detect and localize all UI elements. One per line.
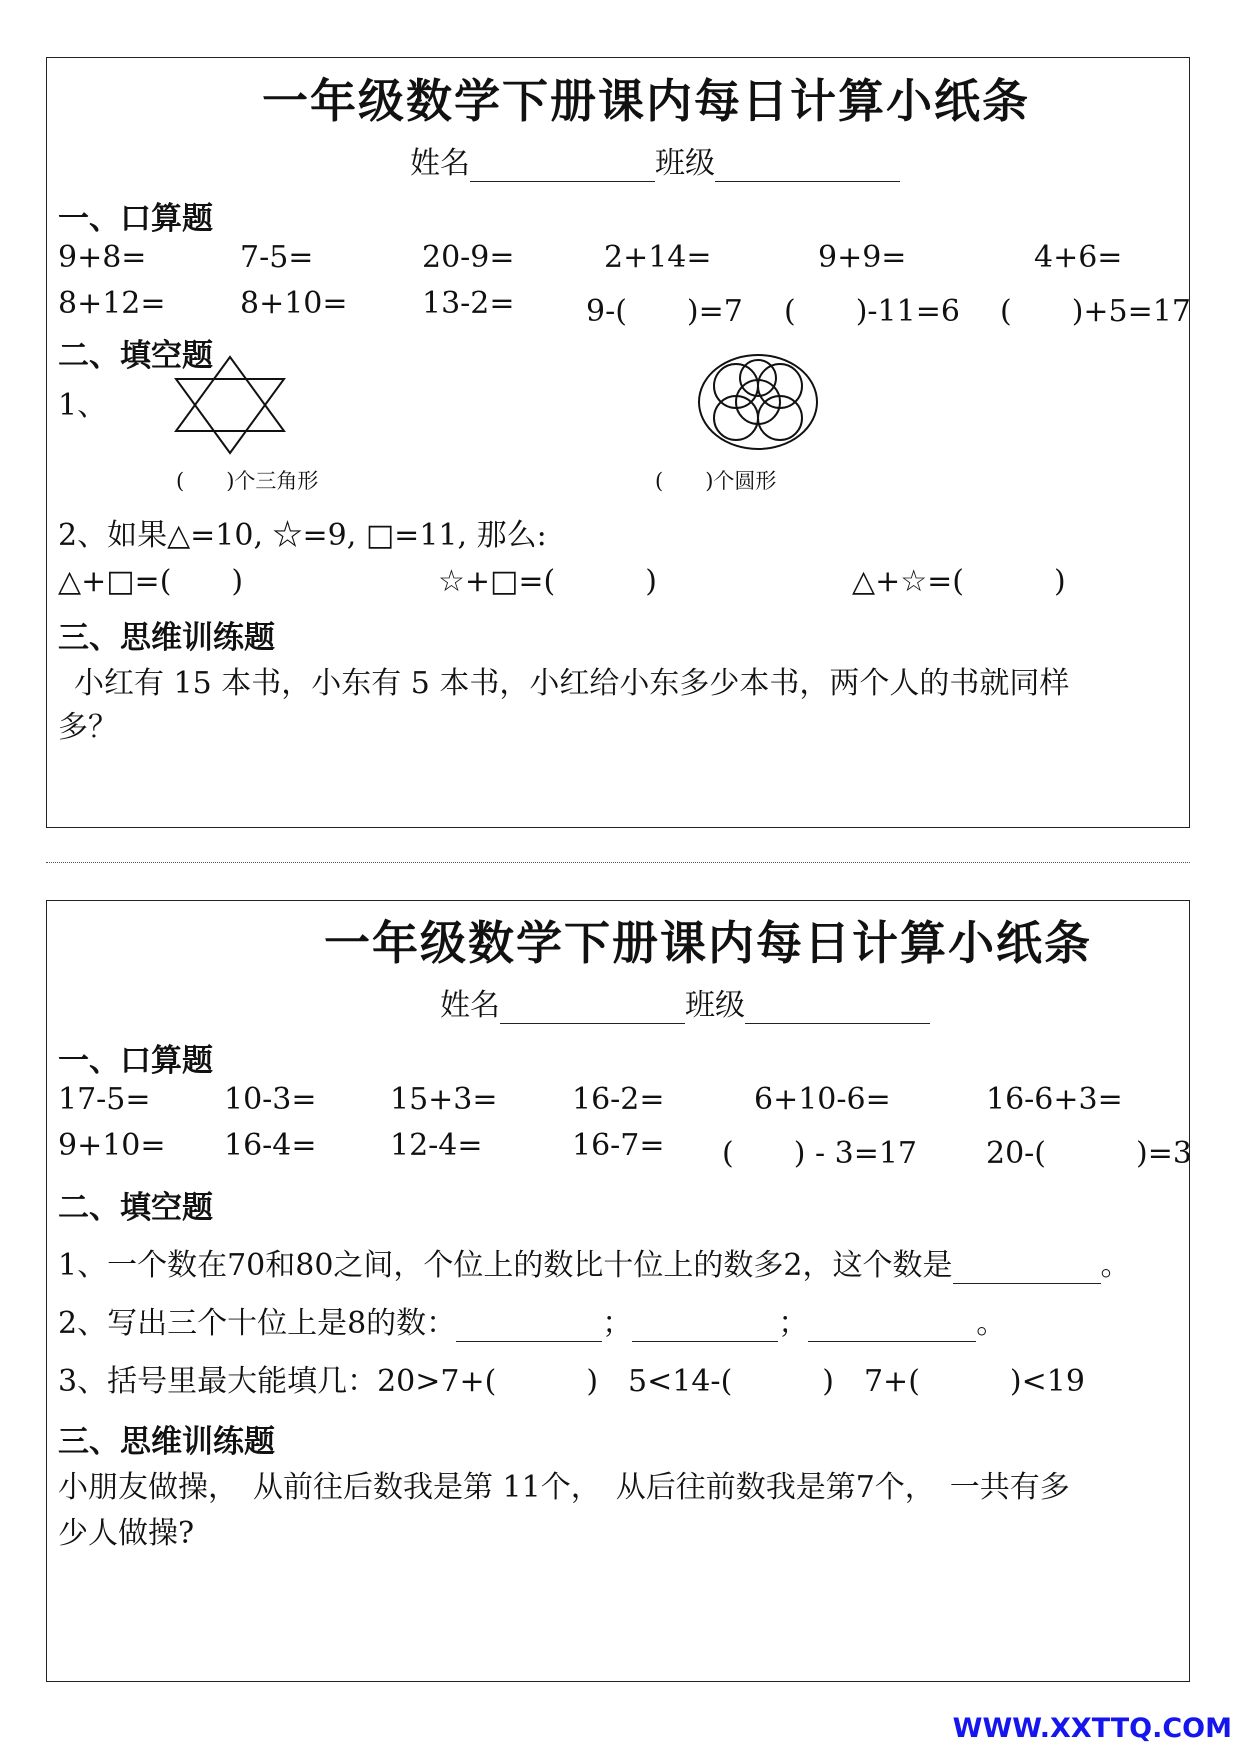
equation: 7-5= [240,240,314,275]
equation: 20-( )=3 [986,1136,1192,1171]
equation: △+☆=( ) [852,564,1066,599]
star-of-david-figure [168,355,292,455]
equation: 16-7= [572,1128,665,1163]
card2-section-3-heading: 三、思维训练题 [58,1424,275,1460]
class-blank[interactable] [715,151,900,182]
answer-blank[interactable] [808,1311,976,1342]
equation: 9+10= [58,1128,166,1163]
circles-figure [696,352,820,452]
answer-blank[interactable] [632,1311,778,1342]
name-blank[interactable] [500,993,685,1024]
triangle-count-caption: ( )个三角形 [176,469,319,493]
equation: ( )-11=6 [784,294,960,329]
name-label: 姓名 [440,988,500,1023]
question-number: 1、 [58,388,108,423]
separator: ； [778,1306,809,1341]
equation: 4+6= [1034,240,1123,275]
equation: 8+12= [58,286,166,321]
word-problem-line-1: 小红有 15 本书，小东有 5 本书，小红给小东多少本书，两个人的书就同样 [74,666,1070,701]
card1-section-3-heading: 三、思维训练题 [58,620,275,656]
card1-name-row [410,138,900,182]
question-3-text: 3、括号里最大能填几：20>7+( ) 5<14-( ) 7+( )<19 [58,1364,1085,1399]
cut-line [46,862,1190,863]
answer-blank[interactable] [456,1311,602,1342]
equation: ( )+5=17 [1000,294,1191,329]
name-label: 姓名 [410,146,470,181]
word-problem-line-2: 少人做操? [58,1516,195,1551]
class-blank[interactable] [745,993,930,1024]
period: 。 [1100,1248,1131,1283]
equation: 13-2= [422,286,515,321]
question-2-text: 2、如果△=10, ☆=9, □=11, 那么: [58,518,547,553]
card1-section-2-heading: 二、填空题 [58,338,213,374]
equation: 12-4= [390,1128,483,1163]
card2-section-1-heading: 一、口算题 [58,1043,213,1079]
equation: 6+10-6= [754,1082,891,1117]
equation: △+□=( ) [58,564,244,599]
site-watermark: WWW.XXTTQ.COM [952,1713,1232,1744]
equation: 8+10= [240,286,348,321]
card2-title: 一年级数学下册课内每日计算小纸条 [324,916,1092,970]
equation: 15+3= [390,1082,498,1117]
question-1 [58,1240,1131,1284]
equation: 10-3= [224,1082,317,1117]
question-2 [58,1298,1006,1342]
card1-section-1-heading: 一、口算题 [58,201,213,237]
word-problem-line-2: 多？ [58,710,118,745]
equation: 16-4= [224,1128,317,1163]
separator: ； [602,1306,633,1341]
equation: 9+9= [818,240,907,275]
card1-title: 一年级数学下册课内每日计算小纸条 [262,74,1030,128]
equation: 16-2= [572,1082,665,1117]
question-1-text: 1、一个数在70和80之间，个位上的数比十位上的数多2，这个数是 [58,1248,953,1283]
equation: 16-6+3= [986,1082,1123,1117]
equation: 9+8= [58,240,147,275]
equation: ( ) - 3=17 [722,1136,918,1171]
class-label: 班级 [685,988,745,1023]
circle-count-caption: ( )个圆形 [655,469,777,493]
equation: 2+14= [604,240,712,275]
equation: 20-9= [422,240,515,275]
question-2-text: 2、写出三个十位上是8的数： [58,1306,457,1341]
answer-blank[interactable] [953,1253,1101,1284]
name-blank[interactable] [470,151,655,182]
card2-name-row [440,980,930,1024]
equation: ☆+□=( ) [438,564,657,599]
word-problem-line-1: 小朋友做操， 从前往后数我是第 11个， 从后往前数我是第7个， 一共有多 [58,1470,1070,1505]
equation: 9-( )=7 [586,294,743,329]
card2-section-2-heading: 二、填空题 [58,1190,213,1226]
equation: 17-5= [58,1082,151,1117]
period: 。 [976,1306,1007,1341]
class-label: 班级 [655,146,715,181]
